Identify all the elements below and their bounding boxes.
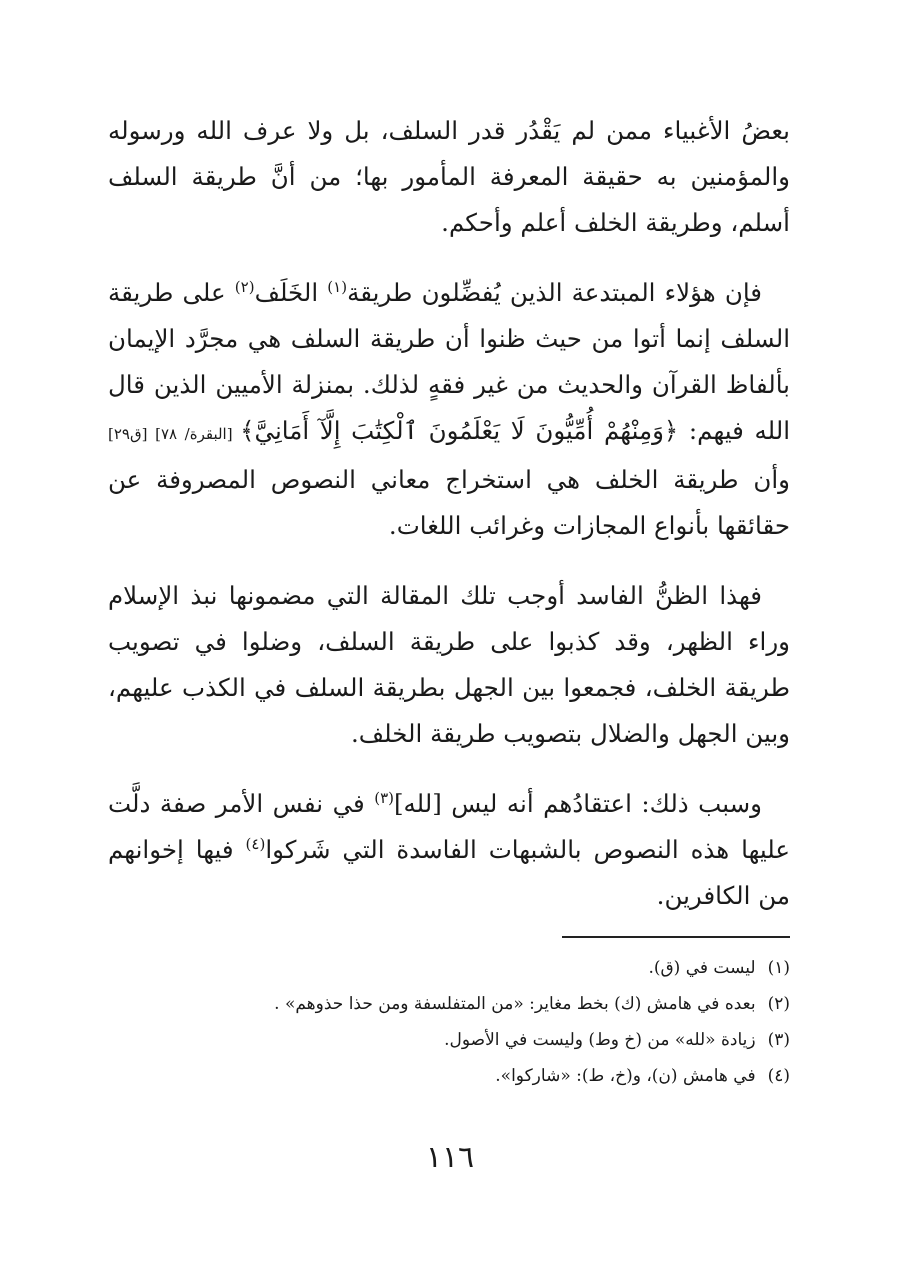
footnote-3-number: (٣) — [767, 1030, 790, 1050]
paragraph-1 — [108, 108, 790, 246]
paragraph-4-part-b: في نفس الأمر صفة دلَّت عليها هذه النصوص بالشبهات الفاسدة التي شَركوا — [108, 789, 790, 864]
quran-verse: ﴿وَمِنْهُمْ أُمِّيُّونَ لَا يَعْلَمُونَ ٱلْكِتَٰبَ إِلَّآ أَمَانِيَّ﴾ — [240, 416, 679, 445]
footnote-2-number: (٢) — [767, 994, 790, 1014]
footnote-ref-3[interactable]: (٣) — [374, 788, 394, 807]
page-number: ١١٦ — [425, 1140, 475, 1175]
paragraph-1-text: بعضُ الأغبياء ممن لم يَقْدُر قدر السلف، بل ولا عرف الله ورسوله والمؤمنين به حقيقة المعرفة المأمور بها؛ من أنَّ طريقة السلف أسلم، وطريقة الخلف أعلم وأحكم. — [108, 116, 790, 237]
paragraph-4 — [108, 781, 790, 919]
paragraph-2-part-a: فإن هؤلاء المبتدعة الذين يُفضِّلون طريقة — [347, 278, 762, 307]
paragraph-4-part-a: وسبب ذلك: اعتقادُهم أنه ليس [لله] — [393, 789, 762, 818]
footnote-1-text: ليست في (ق). — [648, 958, 756, 978]
paragraph-2-part-d: وأن طريقة الخلف هي استخراج معاني النصوص المصروفة عن حقائقها بأنواع المجازات وغرائب اللغات. — [108, 465, 790, 540]
footnote-4-text: في هامش (ن)، و(خ، ط): «شاركوا». — [495, 1066, 756, 1086]
footnote-ref-1[interactable]: (١) — [327, 277, 348, 296]
verse-citation: [البقرة/ ٧٨] [ق٢٩] — [108, 425, 241, 443]
footnote-separator — [562, 936, 790, 938]
paragraph-2 — [108, 270, 790, 549]
footnote-2-text: بعده في هامش (ك) بخط مغاير: «من المتفلسفة ومن حذا حذوهم» . — [274, 994, 756, 1014]
footnote-ref-4[interactable]: (٤) — [245, 834, 266, 853]
footnote-3 — [150, 1022, 790, 1058]
paragraph-2-part-b: الخَلَف — [254, 278, 328, 307]
footnote-2 — [150, 986, 790, 1022]
footnote-ref-2[interactable]: (٢) — [234, 277, 255, 296]
footnote-3-text: زيادة «لله» من (خ وط) وليست في الأصول. — [444, 1030, 756, 1050]
paragraph-2-part-c: على طريقة السلف إنما أتوا من حيث ظنوا أن طريقة السلف هي مجرَّد الإيمان بألفاظ القرآن والحديث من غير فقهٍ لذلك. بمنزلة الأميين الذين قال الله فيهم: — [108, 278, 790, 445]
paragraph-3 — [108, 573, 790, 757]
paragraph-3-text: فهذا الظنُّ الفاسد أوجب تلك المقالة التي مضمونها نبذ الإسلام وراء الظهر، وقد كذبوا على طريقة السلف، وضلوا في تصويب طريقة الخلف، فجمعوا بين الجهل بطريقة السلف في الكذب عليهم، وبين الجهل والضلال بتصويب طريقة الخلف. — [108, 581, 790, 748]
footnote-1-number: (١) — [767, 958, 790, 978]
paragraph-4-part-c: فيها إخوانهم من الكافرين. — [108, 835, 790, 910]
footnote-4 — [150, 1058, 790, 1094]
footnotes — [150, 950, 790, 1094]
footnote-1 — [150, 950, 790, 986]
footnote-4-number: (٤) — [767, 1066, 790, 1086]
main-text — [108, 108, 790, 943]
